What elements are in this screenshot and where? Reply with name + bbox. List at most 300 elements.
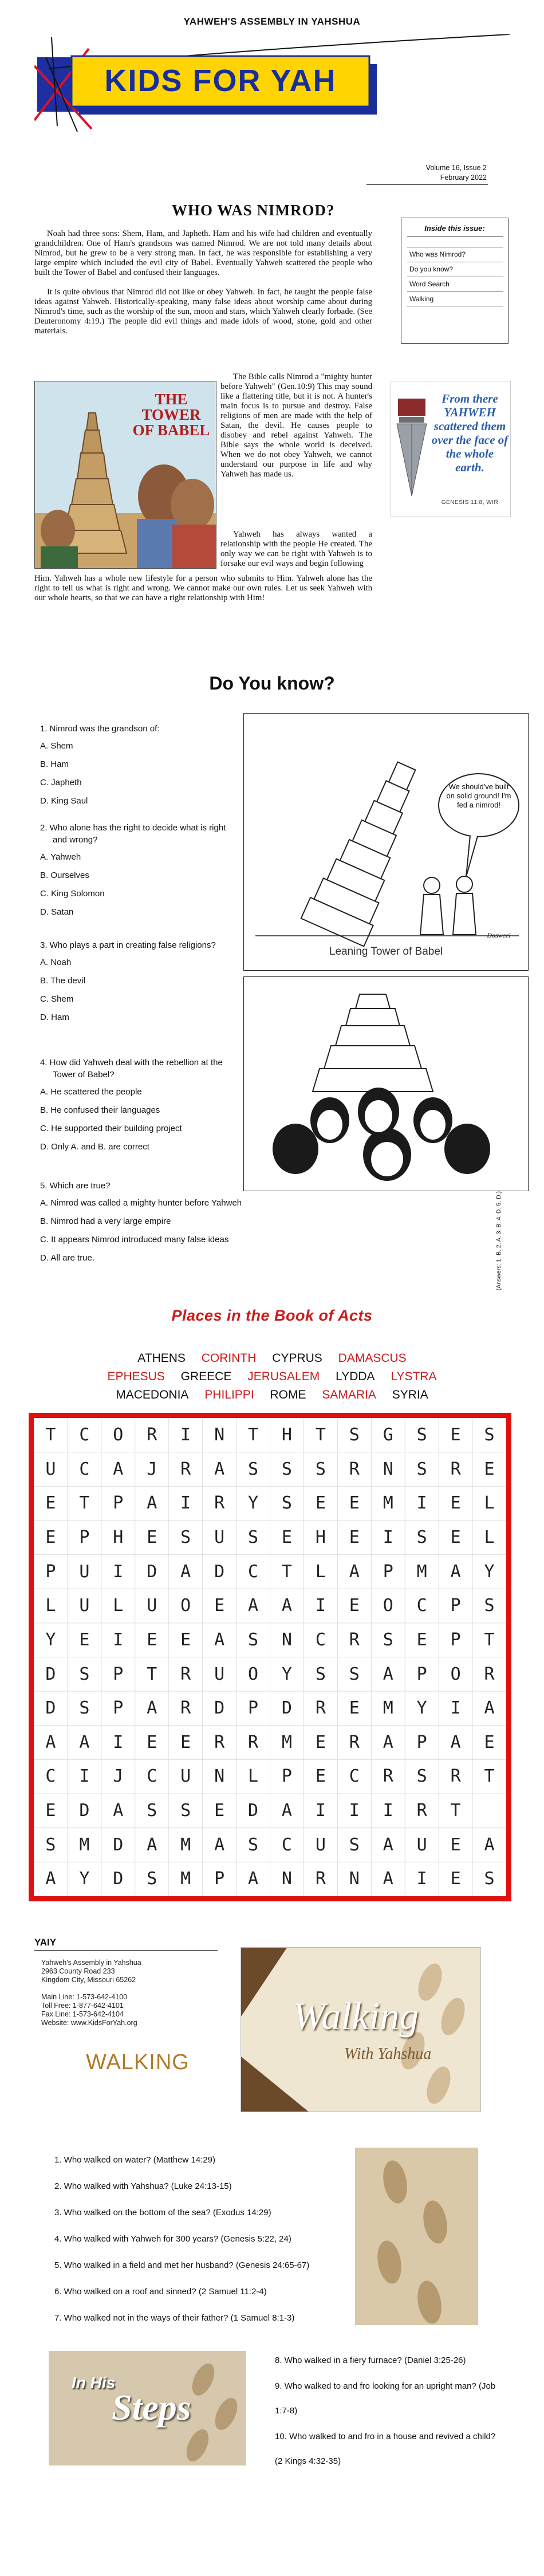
word-search-letter[interactable]: R [450,1459,461,1479]
word-search-letter[interactable]: S [180,1801,191,1821]
issue-divider [366,184,488,185]
word-search-letter[interactable]: E [281,1527,292,1547]
word-search-letter[interactable]: S [281,1459,292,1479]
question-text: 4. How did Yahweh deal with the rebellion at the Tower of Babel? [40,1058,223,1080]
word-search-letters [34,1418,506,1896]
question-2 [40,822,229,918]
word-search-letter[interactable]: A [383,1834,393,1855]
answer-option: D. Satan [40,907,74,917]
word-search-letter[interactable]: P [214,1869,225,1889]
word-search-letter[interactable]: A [450,1732,461,1752]
word-search-letter[interactable]: M [383,1493,393,1514]
word-search-letter[interactable]: P [450,1629,461,1650]
cartoon-signature: Dosweel [487,931,511,939]
word-search-letter[interactable]: S [247,1834,259,1855]
word-search-letter[interactable]: T [147,1664,157,1684]
word-search-letter[interactable]: S [416,1527,427,1547]
walking-with-yahshua-image [241,1947,481,2112]
word-search-letter[interactable]: P [281,1766,292,1787]
word-search-letter[interactable]: U [416,1834,427,1855]
word-search-letter[interactable]: A [349,1561,360,1582]
word-search-letter[interactable]: A [281,1801,292,1821]
word-search-letter[interactable]: N [281,1869,292,1889]
word-search-letter[interactable]: E [45,1493,56,1514]
word-search-letter[interactable]: L [45,1596,56,1616]
word-search-grid [29,1413,511,1901]
word-search-letter[interactable]: U [214,1527,225,1547]
word-search-letter[interactable]: P [416,1732,427,1752]
word-search-letter[interactable]: C [45,1766,56,1787]
word-search-letter[interactable]: D [214,1561,225,1582]
word-search-letter[interactable]: Y [484,1561,495,1582]
answer-option: A. Shem [40,741,73,751]
walk-image-subtitle: With Yahshua [344,2045,432,2063]
question-3 [40,939,229,1023]
word-search-letter[interactable]: T [79,1493,90,1514]
do-you-know-title: Do You know? [209,673,335,694]
word-search-letter[interactable]: R [180,1664,191,1684]
walking-question: 7. Who walked not in the ways of their father? (1 Samuel 8:1-3) [54,2313,295,2323]
word-search-letter[interactable]: S [484,1869,495,1889]
inside-item: Who was Nimrod? [407,247,503,262]
word-search-letter[interactable]: I [349,1801,360,1821]
word-list-item: ROME [270,1388,306,1401]
inside-item: Word Search [407,277,503,292]
word-list-item: EPHESUS [107,1370,165,1383]
in-his-steps-image [49,2351,246,2465]
word-search-letter[interactable]: R [247,1732,259,1752]
question-text: 1. Nimrod was the grandson of: [40,724,160,734]
word-list-item: SAMARIA [322,1388,376,1401]
word-list-item: CORINTH [201,1352,257,1365]
word-search-letter[interactable]: O [247,1664,259,1684]
answer-option: C. King Solomon [40,889,105,899]
word-search-letter[interactable]: A [247,1869,259,1889]
quote-reference: GENESIS 11:8, WIR [441,499,499,506]
word-search-letter[interactable]: L [484,1493,495,1514]
answer-option: C. Shem [40,994,74,1004]
word-search-letter[interactable]: I [180,1425,191,1445]
inside-this-issue-box [401,218,508,344]
word-search-letter[interactable]: A [484,1834,495,1855]
inside-item: Do you know? [407,262,503,277]
babel-crowd-drawing [244,977,528,1191]
inside-list [407,247,503,306]
answer-option: B. The devil [40,976,85,986]
word-search-letter[interactable]: E [416,1629,427,1650]
word-search-letter[interactable]: T [247,1425,259,1445]
article-paragraph-4: Yahweh has always wanted a relationship with the people He created. The only way we can be right with Yahweh is to forsake our evil ways and begin following [220,530,372,568]
walking-question: 3. Who walked on the bottom of the sea? (Exodus 14:29) [54,2208,271,2217]
word-search-letter[interactable]: S [147,1801,157,1821]
walking-question: 2. Who walked with Yahshua? (Luke 24:13-15) [54,2181,232,2191]
word-search-letter[interactable]: S [484,1425,495,1445]
word-search-letter[interactable]: D [214,1698,225,1719]
word-search-letter[interactable]: P [113,1664,124,1684]
word-search-letter[interactable]: E [349,1698,360,1719]
word-search-letter[interactable]: E [484,1459,495,1479]
contact-line: Main Line: 1-573-642-4100 [41,1993,128,2001]
word-search-letter[interactable]: I [450,1698,461,1719]
word-search-letter[interactable]: H [315,1527,326,1547]
word-list-row [0,1370,544,1384]
word-search-letter[interactable]: U [180,1766,191,1787]
word-search-letter[interactable]: S [383,1629,393,1650]
word-search-letter[interactable]: A [214,1629,225,1650]
answer-option: D. Only A. and B. are correct [40,1142,149,1152]
word-search-letter[interactable]: R [315,1869,326,1889]
word-search-letter[interactable]: J [113,1766,124,1787]
babel-crowd-illustration [243,976,529,1191]
footer-divider [34,1950,218,1951]
word-search-letter[interactable]: S [315,1664,326,1684]
issue-info [366,163,487,183]
word-search-letter[interactable]: M [180,1834,191,1855]
word-search-letter[interactable]: M [383,1698,393,1719]
word-search-letter[interactable]: I [315,1596,326,1616]
walking-question: 1. Who walked on water? (Matthew 14:29) [54,2155,215,2165]
word-search-letter[interactable]: E [450,1425,461,1445]
word-search-letter[interactable]: A [113,1459,124,1479]
issue-date: February 2022 [440,174,487,182]
question-4 [40,1057,235,1153]
word-search-letter[interactable]: E [45,1801,56,1821]
word-search-letter[interactable]: U [45,1459,56,1479]
word-search-letter[interactable]: L [315,1561,326,1582]
word-search-letter[interactable]: C [79,1459,90,1479]
word-search-letter[interactable]: P [247,1698,259,1719]
word-list-item: PHILIPPI [204,1388,254,1401]
word-search-letter[interactable]: N [214,1766,225,1787]
word-search-letter[interactable]: U [214,1664,225,1684]
contact-block [41,1959,224,2027]
question-text: 2. Who alone has the right to decide what is right and wrong? [40,823,226,845]
word-search-letter[interactable]: M [180,1869,191,1889]
answer-option: B. Nimrod had a very large empire [40,1216,171,1226]
answer-option: B. Ham [40,759,69,769]
word-search-letter[interactable]: E [147,1629,157,1650]
word-search-letter[interactable]: D [281,1698,292,1719]
word-list-item: LYDDA [336,1370,375,1383]
word-search-letter[interactable]: A [281,1596,292,1616]
word-search-letter[interactable]: E [315,1493,326,1514]
contact-spacer [41,1984,224,1993]
word-search-letter[interactable]: P [383,1561,393,1582]
answer-option: D. Ham [40,1013,69,1022]
word-search-letter[interactable]: M [416,1561,427,1582]
word-search-letter[interactable]: D [45,1698,56,1719]
word-search-letter[interactable]: E [214,1801,225,1821]
answer-option: C. It appears Nimrod introduced many false ideas [40,1235,229,1244]
word-search-letter[interactable]: N [349,1869,360,1889]
word-search-letter[interactable]: E [214,1596,225,1616]
walk-image-title: Walking [293,1994,419,2038]
word-search-title: Places in the Book of Acts [171,1307,373,1324]
leaning-tower-cartoon [243,713,529,971]
word-search-letter[interactable]: J [147,1459,157,1479]
word-search-letter[interactable]: I [416,1493,427,1514]
word-search-letter[interactable]: E [450,1493,461,1514]
word-search-letter[interactable]: O [383,1596,393,1616]
question-1 [40,723,229,807]
word-search-letter[interactable]: T [484,1629,495,1650]
word-search-letter[interactable]: S [349,1834,360,1855]
word-search-letter[interactable]: N [281,1629,292,1650]
word-list-item: CYPRUS [272,1352,322,1365]
word-search-letter[interactable]: P [416,1664,427,1684]
word-search-letter[interactable]: S [247,1459,259,1479]
inside-item: Walking [407,292,503,306]
word-search-letter[interactable]: C [281,1834,292,1855]
answer-option: D. King Saul [40,796,88,806]
word-search-letter[interactable]: P [450,1596,461,1616]
word-search-letter[interactable]: U [79,1596,90,1616]
word-search-letter[interactable]: I [113,1629,124,1650]
word-list-row [0,1352,544,1365]
word-search-letter[interactable]: E [180,1629,191,1650]
walking-question: 10. Who walked to and fro in a house and revived a child? (2 Kings 4:32-35) [275,2432,496,2466]
word-search-letter[interactable]: P [113,1698,124,1719]
word-search-letter[interactable]: R [349,1732,360,1752]
word-search-letter[interactable]: S [79,1698,90,1719]
word-search-letter[interactable]: G [383,1425,393,1445]
word-search-letter[interactable]: E [180,1732,191,1752]
word-search-letter[interactable]: L [247,1766,259,1787]
word-search-letter[interactable]: D [247,1801,259,1821]
word-search-letter[interactable]: I [383,1801,393,1821]
walking-question: 5. Who walked in a field and met her husband? (Genesis 24:65-67) [54,2260,310,2270]
word-search-letter[interactable]: C [247,1561,259,1582]
word-search-letter[interactable]: R [484,1664,495,1684]
word-search-letter[interactable]: S [247,1629,259,1650]
word-search-letter[interactable]: O [180,1596,191,1616]
word-search-letter[interactable]: Y [281,1664,292,1684]
word-search-letter[interactable]: A [383,1869,393,1889]
word-search-letter[interactable]: S [180,1527,191,1547]
word-search-letter[interactable]: D [79,1801,90,1821]
word-search-letter[interactable]: T [484,1766,495,1787]
word-search-letter[interactable]: R [349,1629,360,1650]
word-search-letter[interactable]: S [349,1664,360,1684]
word-search-letter[interactable]: C [349,1766,360,1787]
word-search-letter[interactable]: C [79,1425,90,1445]
word-search-letter[interactable]: U [315,1834,326,1855]
word-search-letter[interactable]: D [45,1664,56,1684]
word-search-letter[interactable]: S [147,1869,157,1889]
word-search-letter[interactable]: T [315,1425,326,1445]
walking-question: 8. Who walked in a fiery furnace? (Daniel 3:25-26) [275,2356,466,2365]
word-search-letter[interactable]: R [147,1425,157,1445]
article-paragraph-3: The Bible calls Nimrod a "mighty hunter before Yahweh" (Gen.10:9) This may sound like a flattering title, but it is not. A hunter's main focus is to pursue and destroy. False religions of men are made with the help of Satan, the devil. He causes people to disobey and rebel against Yahweh. The Bible says the whole world is deceived. When we do not obey Yahweh, we cannot understand our purpose in life and why Yahweh has made us. [220,372,372,479]
word-search-letter[interactable]: A [484,1698,495,1719]
word-search-letter[interactable]: S [45,1834,56,1855]
word-search-letter[interactable]: R [180,1459,191,1479]
word-search-letter[interactable]: R [450,1766,461,1787]
answer-option: A. He scattered the people [40,1087,142,1097]
word-search-letter[interactable]: P [45,1561,56,1582]
word-search-letter[interactable]: I [113,1732,124,1752]
contact-line: Fax Line: 1-573-642-4104 [41,2010,124,2018]
word-search-letter[interactable]: E [450,1527,461,1547]
word-search-letter[interactable]: E [484,1732,495,1752]
word-list-item: ATHENS [137,1352,186,1365]
question-text: 5. Which are true? [40,1181,111,1191]
word-search-letter[interactable]: O [450,1664,461,1684]
tower-of-babel-image [34,381,216,569]
contact-line: 2963 County Road 233 [41,1967,115,1975]
word-search-letter[interactable]: R [214,1732,225,1752]
word-search-letter[interactable]: E [315,1732,326,1752]
word-search-letter[interactable]: N [214,1425,225,1445]
cartoon-caption: Leaning Tower of Babel [329,946,443,958]
answer-option: A. Nimrod was called a mighty hunter before Yahweh [40,1198,242,1208]
word-search-letter[interactable]: T [281,1561,292,1582]
word-search-letter[interactable]: I [315,1801,326,1821]
word-search-letter[interactable]: L [113,1596,124,1616]
word-search-letter[interactable]: P [79,1527,90,1547]
word-search-letter[interactable]: I [416,1869,427,1889]
word-search-letter[interactable]: T [450,1801,461,1821]
article-paragraph-5: Him. Yahweh has a whole new lifestyle for a person who submits to Him. Yahweh alone has the right to tell us what is right and wrong. We cannot make our own rules. Let us seek Yahweh with our whole hearts, so that we can have a right relationship with Him! [34,574,372,602]
word-search-letter[interactable]: M [79,1834,90,1855]
contact-line: Kingdom City, Missouri 65262 [41,1976,136,1984]
word-search-letter[interactable]: A [147,1698,157,1719]
word-search-letter[interactable]: H [281,1425,292,1445]
word-search-letter[interactable]: D [113,1869,124,1889]
sandy-footprints-image [355,2148,478,2325]
word-search-letter[interactable]: A [383,1664,393,1684]
walking-label: WALKING [86,2050,190,2074]
word-search-letter[interactable]: I [180,1493,191,1514]
word-search-letter[interactable]: S [247,1527,259,1547]
answer-key-text: (Answers: 1. B. 2. A. 3. B. 4. D. 5. D.) [495,1191,502,1291]
word-search-letter[interactable]: A [383,1732,393,1752]
word-search-letter[interactable]: S [281,1493,292,1514]
word-search-letter[interactable]: S [79,1664,90,1684]
word-list-item: MACEDONIA [116,1388,189,1401]
word-search-letter[interactable]: A [214,1834,225,1855]
word-search-letter[interactable]: E [450,1834,461,1855]
word-search-letter[interactable]: I [383,1527,393,1547]
word-search-letter[interactable]: A [45,1869,56,1889]
word-search-letter[interactable]: Y [45,1629,56,1650]
answer-option: C. Japheth [40,778,82,787]
word-search-letter[interactable]: S [416,1766,427,1787]
article-paragraph-1: Noah had three sons: Shem, Ham, and Japheth. Ham and his wife had children and eventually grandchildren. One of Ham's grandsons was named Nimrod. We are not told many details about Nimrod, but he grew to be a very strong man. In fact, he was responsible for establishing a very large empire which included the evil city of Babel. Eventually Yahweh scattered the people who built the Tower of Babel and confused their languages. [34,229,372,277]
word-search-letter[interactable]: A [79,1732,90,1752]
walking-question: 6. Who walked on a roof and sinned? (2 Samuel 11:2-4) [54,2287,267,2297]
word-search-letter[interactable]: C [315,1629,326,1650]
word-list-item: JERUSALEM [247,1370,320,1383]
org-header: YAHWEH'S ASSEMBLY IN YAHSHUA [183,16,361,27]
word-search-letter[interactable]: E [349,1596,360,1616]
word-search-letter[interactable]: N [383,1459,393,1479]
word-search-letter[interactable]: U [79,1561,90,1582]
answer-option: A. Yahweh [40,852,81,862]
quote-text: From there YAHWEH scattered them over the face of the whole earth. [431,392,508,474]
word-search-letter[interactable]: C [416,1596,427,1616]
word-search-letter[interactable]: A [113,1801,124,1821]
word-search-letter[interactable]: S [315,1459,326,1479]
word-search-letter[interactable]: S [416,1459,427,1479]
word-search-letter[interactable]: P [113,1493,124,1514]
word-search-letter[interactable]: R [315,1698,326,1719]
word-search-letter[interactable]: E [147,1527,157,1547]
answer-option: D. All are true. [40,1253,95,1263]
word-search-letter[interactable]: A [247,1596,259,1616]
word-search-letter[interactable]: U [147,1596,157,1616]
walking-question: 9. Who walked to and fro looking for an upright man? (Job 1:7-8) [275,2381,496,2416]
steps-title-1: In His [72,2374,116,2392]
word-search-letter[interactable]: H [113,1527,124,1547]
contact-line: Yahweh's Assembly in Yahshua [41,1959,141,1967]
article-title: WHO WAS NIMROD? [172,202,335,219]
word-search-letter[interactable]: E [349,1527,360,1547]
word-search-letter[interactable]: A [147,1493,157,1514]
word-search-letter[interactable]: R [349,1459,360,1479]
word-search-letter[interactable]: E [450,1869,461,1889]
word-list-row [0,1388,544,1402]
word-search-letter[interactable]: D [147,1561,157,1582]
word-list-item: DAMASCUS [338,1352,407,1365]
word-search-letter[interactable]: M [281,1732,292,1752]
question-text: 3. Who plays a part in creating false religions? [40,940,216,950]
word-search-letter[interactable]: S [484,1596,495,1616]
contact-line: Website: www.KidsForYah.org [41,2019,137,2027]
word-search-letter[interactable]: Y [247,1493,259,1514]
answer-option: C. He supported their building project [40,1124,182,1133]
word-search-letter[interactable]: S [416,1425,427,1445]
word-list-item: GREECE [180,1370,232,1383]
issue-volume: Volume 16, Issue 2 [425,164,487,172]
question-5 [40,1180,303,1264]
word-search-letter[interactable]: I [79,1766,90,1787]
word-search-letter[interactable]: A [180,1561,191,1582]
word-search-letter[interactable]: E [349,1493,360,1514]
answer-option: A. Noah [40,958,72,967]
answer-option: B. Ourselves [40,871,89,880]
word-search-letter[interactable]: A [45,1732,56,1752]
trowel-icon [393,399,431,507]
cartoon-speech-bubble: We should've built on solid ground! I'm fed a nimrod! [446,782,511,809]
word-list-item: SYRIA [392,1388,428,1401]
word-search-letter[interactable]: R [383,1766,393,1787]
word-search-letter[interactable]: T [45,1425,56,1445]
word-search-letter[interactable]: E [147,1732,157,1752]
word-search-letter[interactable]: O [113,1425,124,1445]
word-search-letter[interactable]: E [79,1629,90,1650]
tower-image-title: THE TOWER OF BABEL [132,391,210,439]
word-search-letter[interactable]: S [349,1425,360,1445]
word-search-letter[interactable]: E [315,1766,326,1787]
word-search-letter[interactable]: A [450,1561,461,1582]
word-search-letter[interactable]: A [147,1834,157,1855]
word-search-letter[interactable]: A [214,1459,225,1479]
masthead [34,34,510,149]
scripture-quote-box [391,381,511,517]
word-search-letter[interactable]: C [147,1766,157,1787]
word-list-item: LYSTRA [391,1370,437,1383]
word-search-letter[interactable]: R [214,1493,225,1514]
word-search-letter[interactable]: D [113,1834,124,1855]
word-search-letter[interactable]: Y [416,1698,427,1719]
word-search-letter[interactable]: R [180,1698,191,1719]
word-search-letter[interactable]: R [416,1801,427,1821]
word-search-letter[interactable]: Y [79,1869,90,1889]
word-search-letter[interactable]: I [113,1561,124,1582]
word-search-letter[interactable]: E [45,1527,56,1547]
word-search-letter[interactable]: L [484,1527,495,1547]
